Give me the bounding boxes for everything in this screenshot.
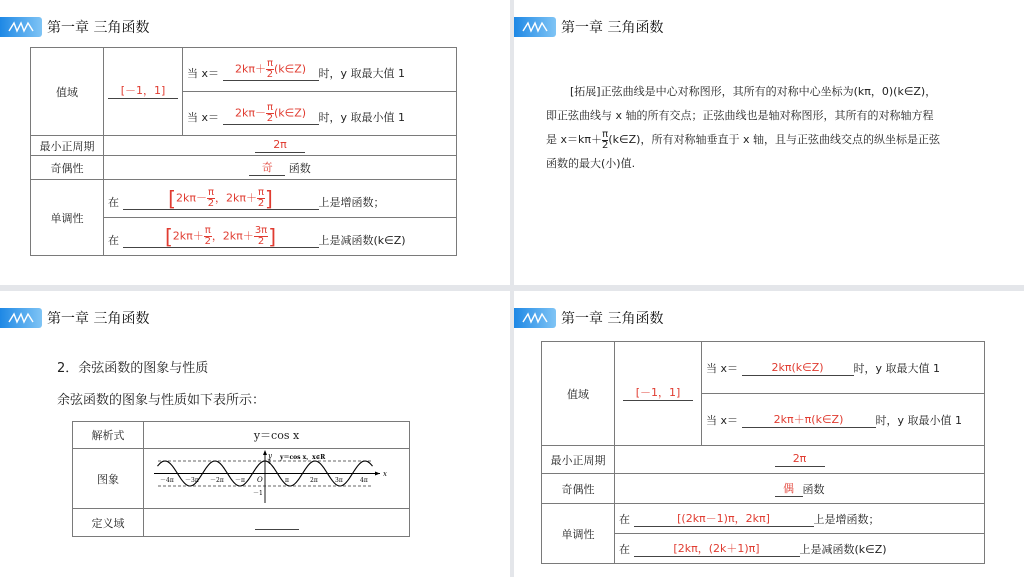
slide-sine-extension [514,0,1024,285]
chapter-badge-icon [0,308,42,328]
line3-num: π [602,128,609,140]
max-cell [702,342,985,394]
period-label: 最小正周期 [31,136,104,156]
when-label: 当 x＝ [706,361,739,375]
dec-bracket-right: ] [268,224,277,248]
inc-num1: π [207,186,214,198]
min-answer [223,103,319,125]
tick-label: 3π [335,477,343,484]
inc-fraction-1 [207,188,215,209]
dec-a: 2kπ＋ [172,229,204,242]
inc-fraction-2 [257,188,265,209]
zai-label-2: 在 [619,542,630,556]
mono-label: 单调性 [542,504,615,564]
max-answer-b: (k∈Z) [273,62,307,75]
dec-cell [615,534,985,564]
extension-line-2: 即正弦曲线与 x 轴的所有交点；正弦曲线也是轴对称图形，其所有的对称轴方程 [546,109,934,122]
dec-mid: ，2kπ＋ [211,229,254,242]
cosine-table [72,421,410,537]
min-answer: 2kπ＋π(k∈Z) [742,413,876,428]
period-value: 2π [255,138,305,153]
dec-fraction-1 [204,226,212,247]
tick-label: －π [235,477,245,484]
inc-bracket-right: ] [265,186,273,210]
inc-num2: π [258,186,265,198]
max-cell [183,48,457,92]
extension-line-4: 函数的最大(小)值. [546,157,636,170]
slide-cosine-intro [0,291,510,577]
range-cell [104,48,183,136]
chapter-title: 第一章 三角函数 [47,20,150,36]
parity-label: 奇偶性 [31,156,104,180]
x-axis-arrow-icon [375,472,380,476]
chapter-badge-icon [514,308,556,328]
chapter-title: 第一章 三角函数 [561,20,664,36]
mono-label: 单调性 [31,180,104,256]
range-label: 值域 [542,342,615,446]
parity-value: 奇 [249,161,285,176]
min-den: 2 [266,112,274,124]
dec-bracket-left: [ [164,224,173,248]
max-den: 2 [266,68,274,80]
zai-label-2: 在 [108,233,119,247]
line3-a: 是 x＝kπ＋ [546,133,602,146]
max-answer: 2kπ(k∈Z) [742,361,854,376]
chapter-header [514,307,663,329]
dec-text: 上是减函数(k∈Z) [799,542,887,556]
when-label: 当 x＝ [187,66,220,80]
max-text: 时，y 取最大值 1 [318,66,406,80]
min-answer-a: 2kπ－ [234,106,266,119]
parity-value: 偶 [775,482,803,497]
extension-paragraph [546,80,1006,176]
when-label-2: 当 x＝ [706,413,739,427]
tick-label: －3π [185,477,199,484]
domain-cell [144,509,410,537]
chapter-header [0,16,149,38]
inc-text: 上是增函数； [318,195,385,209]
inc-answer [123,188,319,210]
min-num: π [266,101,273,113]
sine-properties-table [30,47,457,256]
inc-text: 上是增函数； [813,512,880,526]
tick-labels [160,477,368,484]
formula-value: y＝cos x [144,422,410,449]
max-answer [223,59,319,81]
origin-label: O [257,476,263,484]
chapter-header [0,307,149,329]
slide-sine-properties [0,0,510,285]
one-label: 1 [268,459,272,466]
formula-label: 解析式 [73,422,144,449]
range-value: [－1，1] [623,386,693,401]
when-label-2: 当 x＝ [187,110,220,124]
dec-answer: [2kπ，(2k＋1)π] [634,542,800,557]
section-heading: 2．余弦函数的图象与性质 [57,361,209,376]
y-axis-label: y [268,452,272,460]
max-answer-a: 2kπ＋ [234,62,266,75]
parity-label: 奇偶性 [542,474,615,504]
inc-answer: [(2kπ－1)π，2kπ] [634,512,814,527]
graph-label: 图象 [73,449,144,509]
dec-num2: 3π [254,224,268,236]
chapter-title: 第一章 三角函数 [47,311,150,327]
period-cell [615,446,985,474]
min-answer-b: (k∈Z) [273,106,307,119]
tick-label: π [285,477,289,484]
domain-label: 定义域 [73,509,144,537]
inc-den2: 2 [257,197,265,209]
dec-den1: 2 [204,235,211,247]
dec-den2: 2 [257,235,265,247]
range-label: 值域 [31,48,104,136]
period-cell [104,136,457,156]
parity-cell [615,474,985,504]
inc-bracket-left: [ [168,186,176,210]
dec-fraction-2 [254,226,268,247]
x-axis-label: x [383,470,387,478]
cosine-graph [144,449,406,505]
dec-answer [123,226,319,248]
y-axis-arrow-icon [263,450,267,455]
zai-label: 在 [619,512,630,526]
chapter-badge-icon [514,17,556,37]
tick-label: －2π [210,477,224,484]
dec-num1: π [204,224,211,236]
inc-a: 2kπ－ [175,191,207,204]
min-fraction [266,103,274,124]
inc-den1: 2 [207,197,215,209]
max-fraction [266,59,274,80]
dec-cell [104,218,457,256]
min-cell [702,394,985,446]
dec-text: 上是减函数(k∈Z) [318,233,406,247]
inc-cell [104,180,457,218]
slide-cosine-properties [514,291,1024,577]
range-value: [－1，1] [108,84,178,99]
line3-b: (k∈Z)，所有对称轴垂直于 x 轴，且与正弦曲线交点的纵坐标是正弦 [608,133,940,146]
max-num: π [266,57,273,69]
tick-label: －4π [160,477,174,484]
parity-suffix: 函数 [288,161,311,175]
line3-den: 2 [602,139,609,151]
parity-suffix: 函数 [802,482,825,496]
min-text: 时，y 取最小值 1 [318,110,406,124]
min-text: 时，y 取最小值 1 [875,413,963,427]
period-value: 2π [775,452,825,467]
parity-cell [104,156,457,180]
extension-line-1: [拓展]正弦曲线是中心对称图形，其所有的对称中心坐标为(kπ，0)(k∈Z)， [570,85,937,98]
extension-line-3 [546,128,1006,152]
tick-label: 2π [310,477,318,484]
neg-one-label: －1 [253,490,263,497]
chapter-title: 第一章 三角函数 [561,311,664,327]
period-label: 最小正周期 [542,446,615,474]
inc-cell [615,504,985,534]
graph-cell [144,449,410,509]
min-cell [183,92,457,136]
range-cell [615,342,702,446]
chapter-badge-icon [0,17,42,37]
tick-label: 4π [360,477,368,484]
cosine-properties-table [541,341,985,564]
max-text: 时，y 取最大值 1 [853,361,941,375]
domain-blank [255,515,299,530]
zai-label: 在 [108,195,119,209]
chapter-header [514,16,663,38]
section-intro: 余弦函数的图象与性质如下表所示： [57,393,266,408]
equation-label: y＝cos x，x∈R [280,454,326,461]
inc-mid: ，2kπ＋ [215,191,257,204]
